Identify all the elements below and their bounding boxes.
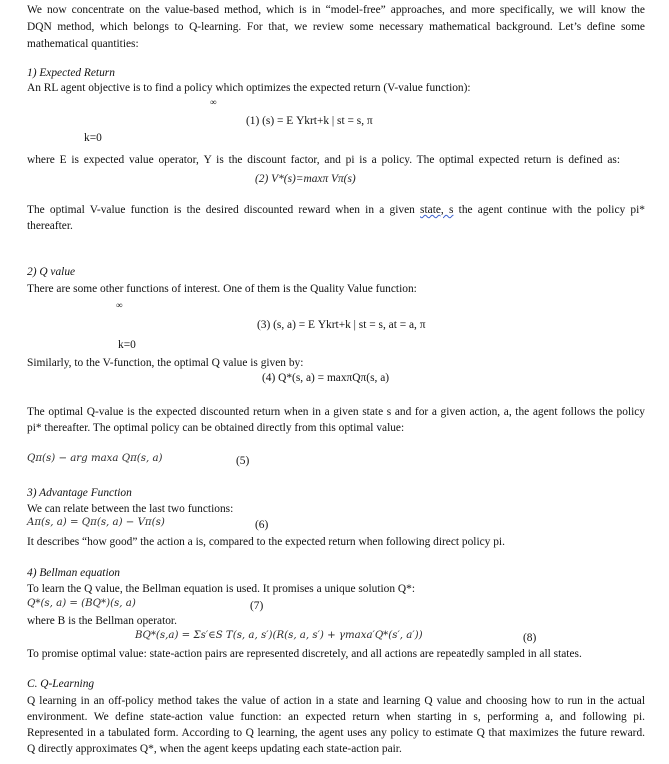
intro-line-1: We now concentrate on the value-based method, which is in “model-free” approaches, and more specifically, we will know the <box>27 4 645 16</box>
equation-5: Qπ(s) − arg maxa Qπ(s, a) <box>27 453 163 464</box>
equation-6: Aπ(s, a) = Qπ(s, a) − Vπ(s) <box>27 517 165 528</box>
section-1-where: where E is expected value operator, Υ is the discount factor, and pi is a policy. The optimal expected return is defined as: <box>27 154 620 166</box>
section-3-heading: 3) Advantage Function <box>27 487 132 499</box>
equation-8-number: (8) <box>523 632 537 644</box>
eq1-sum-index: k=0 <box>84 132 102 144</box>
equation-6-number: (6) <box>255 519 269 531</box>
eq1-infinity: ∞ <box>210 97 217 107</box>
section-4-para: To promise optimal value: state-action pairs are represented discretely, and all actions are repeatedly sampled in all states. <box>27 648 582 660</box>
section-c-line-4: Q directly approximates Q*, when the agent keeps updating each state-action pair. <box>27 743 402 755</box>
section-2-similar: Similarly, to the V-function, the optimal Q value is given by: <box>27 357 304 369</box>
section-2-para-a: The optimal Q-value is the expected discounted return when in a given state s and for a given action, a, the agent follows the policy <box>27 406 645 418</box>
section-c-line-1: Q learning in an off-policy method takes the value of action in a state and learning Q value and choosing how to run in the actual <box>27 695 645 707</box>
section-2-heading: 2) Q value <box>27 266 76 278</box>
section-4-heading: 4) Bellman equation <box>27 567 121 579</box>
equation-8: BQ*(s,a) = Σs′∈S T(s, a, s′)(R(s, a, s′) + γmaxa′Q*(s′, a′)) <box>135 630 423 641</box>
eq3-infinity: ∞ <box>116 300 123 310</box>
section-c-line-2: environment. We define state-action value function: an expected return when starting in s, performing a, and following pi. <box>27 711 645 723</box>
section-c-heading: C. Q-Learning <box>27 678 95 690</box>
spellcheck-underline: state, s <box>420 204 454 216</box>
equation-3: (3) (s, a) = E Υkrt+k | st = s, at = a, π <box>257 319 426 331</box>
equation-1: (1) (s) = E Υkrt+k | st = s, π <box>246 115 373 127</box>
section-4-where: where B is the Bellman operator. <box>27 615 177 627</box>
section-2-text: There are some other functions of interest. One of them is the Quality Value function: <box>27 283 417 295</box>
section-1-para-b: thereafter. <box>27 220 73 232</box>
equation-7: Q*(s, a) = (BQ*)(s, a) <box>27 598 136 609</box>
section-3-description: It describes “how good” the action a is, compared to the expected return when following direct policy pi. <box>27 536 505 548</box>
intro-line-3: mathematical quantities: <box>27 38 139 50</box>
equation-4: (4) Q*(s, a) = maxπQπ(s, a) <box>262 372 390 384</box>
intro-line-2: DQN method, which belongs to Q-learning. For that, we review some necessary mathematical background. Let’s define some <box>27 21 645 33</box>
section-3-text: We can relate between the last two functions: <box>27 503 234 515</box>
section-c-line-3: Represented in a tabulated form. According to Q learning, the agent uses any policy to estimate Q that maximizes the future reward. <box>27 727 645 739</box>
eq3-sum-index: k=0 <box>118 339 136 351</box>
section-2-para-b: pi* thereafter. The optimal policy can be obtained directly from this optimal value: <box>27 422 405 434</box>
equation-2: (2) V*(s)=maxπ Vπ(s) <box>255 173 356 185</box>
section-1-heading: 1) Expected Return <box>27 67 115 79</box>
section-4-text: To learn the Q value, the Bellman equation is used. It promises a unique solution Q*: <box>27 583 415 595</box>
section-1-para-a: The optimal V-value function is the desired discounted reward when in a given state, s the agent continue with the policy pi* <box>27 204 645 216</box>
equation-5-number: (5) <box>236 455 250 467</box>
equation-7-number: (7) <box>250 600 264 612</box>
section-1-text: An RL agent objective is to find a policy which optimizes the expected return (V-value function): <box>27 82 471 94</box>
